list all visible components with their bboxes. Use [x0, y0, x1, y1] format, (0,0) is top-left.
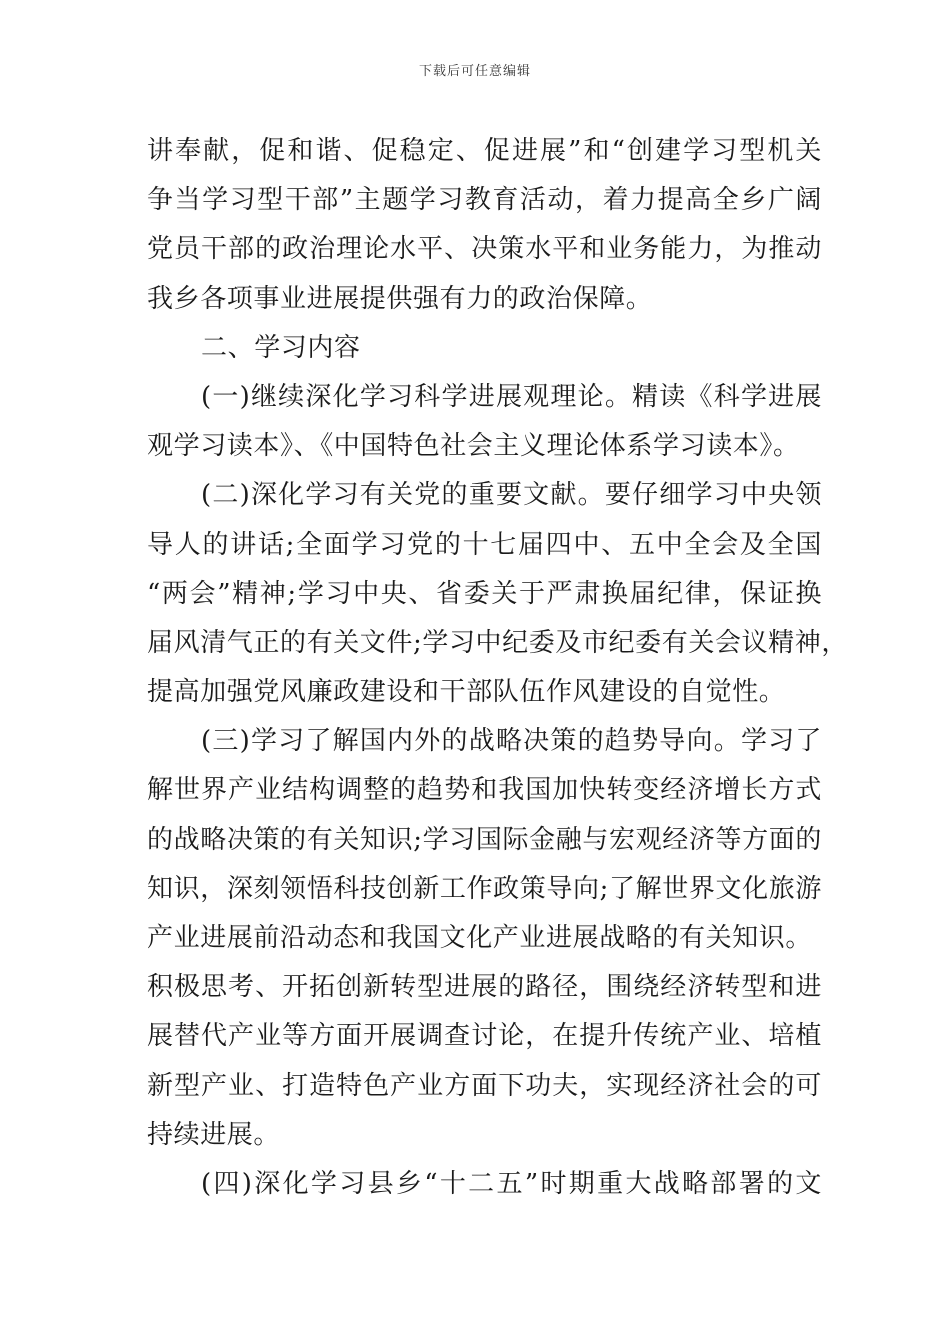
paragraph-start: (二)深化学习有关党的重要文献。要仔细学习中央领: [201, 480, 822, 511]
paragraph-start: (一)继续深化学习科学进展观理论。精读《科学进展: [201, 381, 822, 412]
text-line: 讲奉献，促和谐、促稳定、促进展”和“创建学习型机关: [147, 136, 822, 166]
text-line: 的战略决策的有关知识;学习国际金融与宏观经济等方面的: [147, 824, 822, 855]
text-line: 观学习读本》、《中国特色社会主义理论体系学习读本》。: [147, 431, 800, 462]
text-line: 解世界产业结构调整的趋势和我国加快转变经济增长方式: [147, 775, 822, 806]
text-line: 争当学习型干部”主题学习教育活动，着力提高全乡广阔: [147, 185, 822, 216]
text-line: 产业进展前沿动态和我国文化产业进展战略的有关知识。: [147, 923, 813, 953]
section-heading: 二、学习内容: [201, 332, 361, 363]
text-line: 积极思考、开拓创新转型进展的路径，围绕经济转型和进: [147, 972, 822, 1003]
text-line: 展替代产业等方面开展调查讨论，在提升传统产业、培植: [147, 1021, 822, 1052]
text-line: 持续进展。: [147, 1119, 281, 1150]
text-line: 新型产业、打造特色产业方面下功夫，实现经济社会的可: [147, 1070, 822, 1101]
text-line: 知识，深刻领悟科技创新工作政策导向;了解世界文化旅游: [147, 873, 822, 904]
document-body: [147, 127, 848, 1209]
paragraph-start: (四)深化学习县乡“十二五”时期重大战略部署的文: [201, 1168, 822, 1199]
text-line: “两会”精神;学习中央、省委关于严肃换届纪律，保证换: [147, 578, 822, 609]
text-line: 提高加强党风廉政建设和干部队伍作风建设的自觉性。: [147, 677, 786, 708]
page-header: 下载后可任意编辑: [418, 64, 531, 79]
text-line: 党员干部的政治理论水平、决策水平和业务能力，为推动: [147, 234, 822, 265]
text-line: 届风清气正的有关文件;学习中纪委及市纪委有关会议精神，: [147, 627, 848, 658]
text-line: 我乡各项事业进展提供强有力的政治保障。: [147, 283, 653, 314]
text-line: 导人的讲话;全面学习党的十七届四中、五中全会及全国: [147, 529, 822, 560]
paragraph-start: (三)学习了解国内外的战略决策的趋势导向。学习了: [201, 726, 822, 757]
